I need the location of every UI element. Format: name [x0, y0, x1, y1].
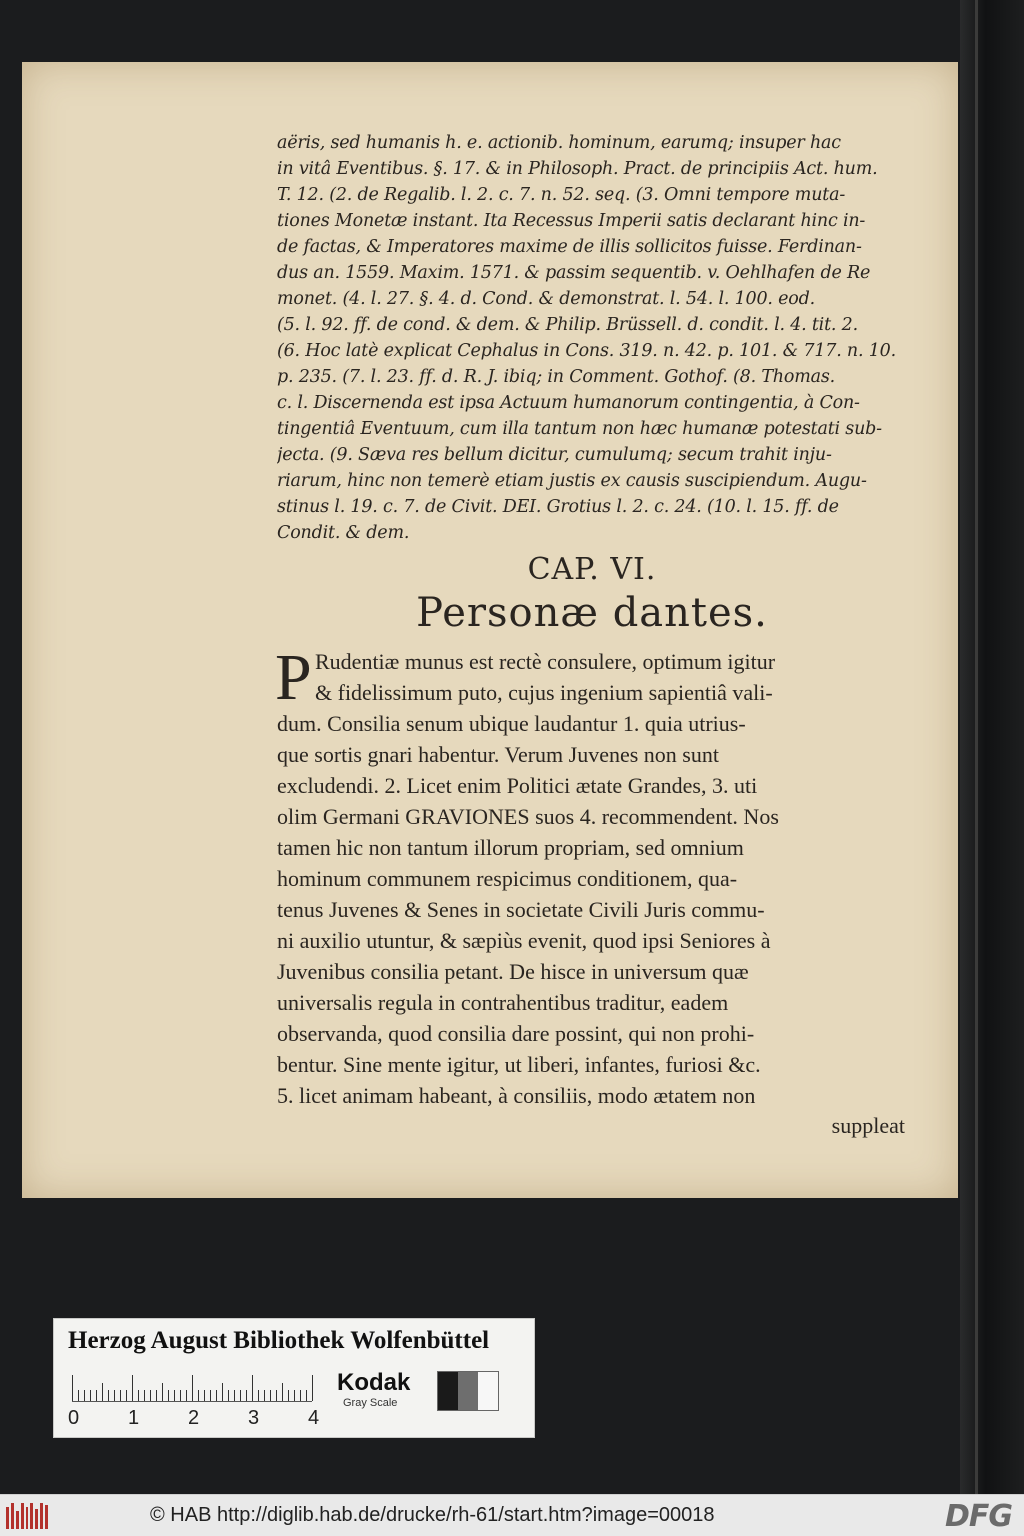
scale-ruler-labels: [68, 1407, 328, 1431]
chapter-title: Personæ dantes.: [416, 590, 768, 636]
footnotes-block: [277, 130, 907, 546]
ruler-tick: [72, 1375, 73, 1401]
hab-logo-icon: [6, 1503, 48, 1529]
copyright-link[interactable]: © HAB http://diglib.hab.de/drucke/rh-61/start.htm?image=00018: [150, 1504, 715, 1526]
footnote-line: Condit. & dem.: [277, 523, 410, 543]
ruler-tick: [150, 1390, 151, 1401]
ruler-tick: [102, 1383, 103, 1401]
body-line: ni auxilio utuntur, & sæpiùs evenit, quod ipsi Seniores à: [277, 928, 771, 953]
ruler-tick: [288, 1390, 289, 1401]
body-line: que sortis gnari habentur. Verum Juvenes non sunt: [277, 742, 719, 767]
footnote-line: de factas, & Imperatores maxime de illis sollicitos fuisse. Ferdinan-: [277, 237, 862, 257]
page-text-block: [277, 130, 907, 1141]
ruler-tick: [126, 1390, 127, 1401]
ruler-tick: [174, 1390, 175, 1401]
ruler-tick: [258, 1390, 259, 1401]
ruler-tick: [270, 1390, 271, 1401]
dfg-logo: DFG: [944, 1499, 1012, 1534]
body-line: hominum communem respicimus conditionem, qua-: [277, 866, 738, 891]
logo-bar: [40, 1503, 43, 1529]
ruler-tick: [84, 1390, 85, 1401]
ruler-tick: [240, 1390, 241, 1401]
footnote-line: tiones Monetæ instant. Ita Recessus Imperii satis declarant hinc in-: [277, 211, 866, 231]
ruler-tick: [252, 1375, 253, 1401]
footnote-line: stinus l. 19. c. 7. de Civit. DEI. Grotius l. 2. c. 24. (10. l. 15. ff. de: [277, 497, 839, 517]
footnote-line: aëris, sed humanis h. e. actionib. hominum, earumq; insuper hac: [277, 133, 841, 153]
library-name: Herzog August Bibliothek Wolfenbüttel: [68, 1327, 490, 1354]
kodak-brand: Kodak: [337, 1369, 411, 1396]
body-line: tenus Juvenes & Senes in societate Civili Juris commu-: [277, 897, 765, 922]
ruler-tick: [168, 1390, 169, 1401]
ruler-tick: [198, 1390, 199, 1401]
ruler-tick: [246, 1390, 247, 1401]
body-line: excludendi. 2. Licet enim Politici ætate Grandes, 3. uti: [277, 773, 758, 798]
footnote-line: (5. l. 92. ff. de cond. & dem. & Philip. Brüssell. d. condit. l. 4. tit. 2.: [277, 315, 858, 335]
ruler-tick: [108, 1390, 109, 1401]
logo-bar: [45, 1505, 48, 1529]
ruler-tick: [144, 1390, 145, 1401]
ruler-tick: [96, 1390, 97, 1401]
scale-ruler: [72, 1373, 312, 1402]
ruler-tick: [210, 1390, 211, 1401]
ruler-tick: [156, 1390, 157, 1401]
footnote-line: in vitâ Eventibus. §. 17. & in Philosoph. Pract. de principiis Act. hum.: [277, 159, 878, 179]
body-line: bentur. Sine mente igitur, ut liberi, infantes, furiosi &c.: [277, 1052, 761, 1077]
body-line: dum. Consilia senum ubique laudantur 1. quia utrius-: [277, 711, 746, 736]
logo-bar: [21, 1503, 24, 1529]
ruler-tick: [300, 1390, 301, 1401]
drop-initial: P: [275, 641, 312, 714]
ruler-tick: [306, 1390, 307, 1401]
logo-bar: [35, 1509, 38, 1529]
ruler-tick: [120, 1390, 121, 1401]
book-spine: [960, 0, 1024, 1536]
body-line: Juvenibus consilia petant. De hisce in universum quæ: [277, 959, 749, 984]
footnote-line: p. 235. (7. l. 23. ff. d. R. J. ibiq; in Comment. Gothof. (8. Thomas.: [277, 367, 835, 387]
ruler-tick: [114, 1390, 115, 1401]
ruler-label: 4: [308, 1407, 320, 1429]
ruler-tick: [186, 1390, 187, 1401]
ruler-tick: [90, 1390, 91, 1401]
footnote-line: monet. (4. l. 27. §. 4. d. Cond. & demonstrat. l. 54. l. 100. eod.: [277, 289, 815, 309]
ruler-tick: [192, 1375, 193, 1401]
gray-scale-patches: [437, 1371, 499, 1411]
ruler-tick: [264, 1390, 265, 1401]
body-line: observanda, quod consilia dare possint, qui non prohi-: [277, 1021, 755, 1046]
ruler-tick: [282, 1383, 283, 1401]
catchword: suppleat: [831, 1113, 905, 1138]
footnote-line: c. l. Discernenda est ipsa Actuum humanorum contingentia, à Con-: [277, 393, 860, 413]
ruler-tick: [216, 1390, 217, 1401]
spine-edge: [975, 0, 978, 1536]
ruler-tick: [234, 1390, 235, 1401]
body-line: tamen hic non tantum illorum propriam, sed omnium: [277, 835, 744, 860]
footnote-line: tingentiâ Eventuum, cum illa tantum non hæc humanæ potestati sub-: [277, 419, 882, 439]
footnote-line: (6. Hoc latè explicat Cephalus in Cons. 319. n. 42. p. 101. & 717. n. 10.: [277, 341, 896, 361]
gray-patch: [478, 1372, 498, 1410]
ruler-label: 0: [68, 1407, 80, 1429]
body-line: 5. licet animam habeant, à consiliis, modo ætatem non: [277, 1083, 756, 1108]
color-calibration-card: [53, 1318, 535, 1438]
footnote-line: dus an. 1559. Maxim. 1571. & passim sequentib. v. Oehlhafen de Re: [277, 263, 871, 283]
chapter-heading: CAP. VI.: [527, 552, 657, 587]
ruler-label: 2: [188, 1407, 200, 1429]
ruler-tick: [276, 1390, 277, 1401]
viewer-footer: [0, 1494, 1024, 1536]
book-page: [22, 62, 958, 1198]
ruler-label: 1: [128, 1407, 140, 1429]
ruler-tick: [294, 1390, 295, 1401]
body-line: universalis regula in contrahentibus traditur, eadem: [277, 990, 729, 1015]
body-line: & fidelissimum puto, cujus ingenium sapientiâ vali-: [315, 680, 773, 705]
ruler-tick: [78, 1390, 79, 1401]
ruler-tick: [228, 1390, 229, 1401]
ruler-tick: [204, 1390, 205, 1401]
logo-bar: [30, 1503, 33, 1529]
ruler-tick: [132, 1375, 133, 1401]
gray-patch: [458, 1372, 478, 1410]
logo-bar: [26, 1507, 29, 1529]
ruler-label: 3: [248, 1407, 260, 1429]
ruler-tick: [222, 1383, 223, 1401]
ruler-tick: [162, 1383, 163, 1401]
gray-patch: [438, 1372, 458, 1410]
footnote-line: jecta. (9. Sæva res bellum dicitur, cumulumq; secum trahit inju-: [277, 445, 832, 465]
footnote-line: T. 12. (2. de Regalib. l. 2. c. 7. n. 52. seq. (3. Omni tempore muta-: [277, 185, 846, 205]
logo-bar: [16, 1511, 19, 1529]
ruler-tick: [312, 1375, 313, 1401]
body-line: Rudentiæ munus est rectè consulere, optimum igitur: [315, 649, 776, 674]
kodak-gray-scale-label: Gray Scale: [343, 1397, 398, 1409]
ruler-tick: [180, 1390, 181, 1401]
body-paragraph: [275, 641, 907, 1111]
logo-bar: [6, 1507, 9, 1529]
ruler-tick: [138, 1390, 139, 1401]
footnote-line: riarum, hinc non temerè etiam justis ex causis suscipiendum. Augu-: [277, 471, 867, 491]
logo-bar: [11, 1503, 14, 1529]
body-line: olim Germani GRAVIONES suos 4. recommendent. Nos: [277, 804, 779, 829]
